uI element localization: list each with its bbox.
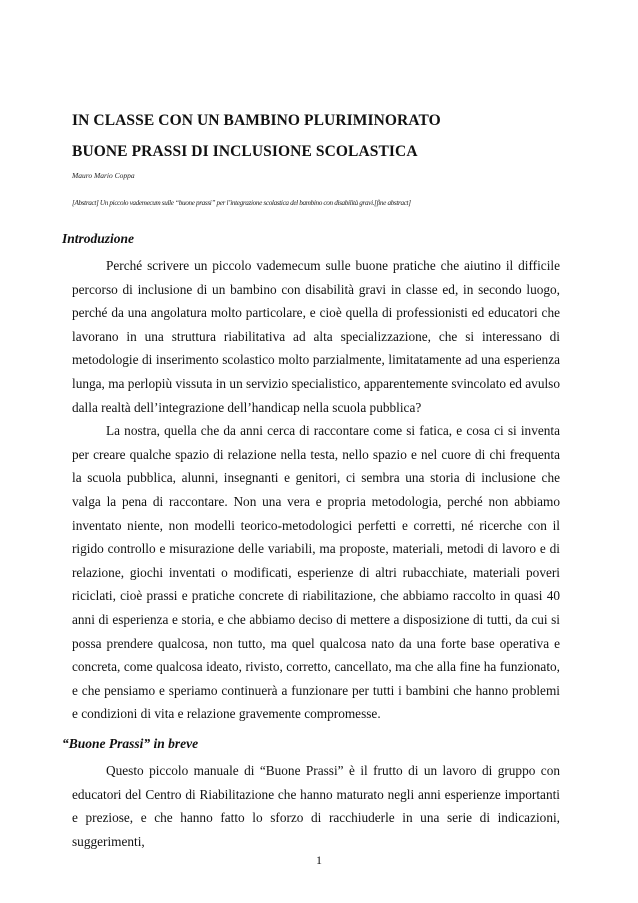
page-number: 1 <box>316 853 322 867</box>
paragraph: Questo piccolo manuale di “Buone Prassi” è il frutto di un lavoro di gruppo con educatori del Centro di Riabilitazione che hanno maturato negli anni esperienze importanti e preziose, e che hanno fatto lo sforzo di racchiuderle in una serie di indicazioni, suggerimenti, <box>72 763 560 849</box>
document-subtitle: BUONE PRASSI DI INCLUSIONE SCOLASTICA <box>72 143 418 160</box>
author-name: Mauro Mario Coppa <box>72 171 135 180</box>
section-body-buone-prassi <box>72 759 560 853</box>
paragraph: La nostra, quella che da anni cerca di raccontare come si fatica, e cosa ci si inventa per creare qualche spazio di relazione nella testa, nello spazio e nel cuore di chi frequenta la scuola pubblica, alunni, insegnanti e genitori, ci sembra una storia di inclusione che valga la pena di raccontare. Non una vera e propria metodologia, perché non abbiamo inventato niente, non modelli teorico-metodologici perfetti e corretti, né ricerche con il rigido controllo e misurazione delle variabili, ma proposte, materiali, metodi di lavoro e di relazione, giochi inventati o modificati, esperienze di altri rubacchiate, materiali poveri riciclati, cioè prassi e pratiche concrete di riabilitazione, che abbiamo raccolto in quasi 40 anni di esperienza e storia, e che abbiamo deciso di mettere a disposizione di tutti, da cui si possa prendere qualcosa, non tutto, ma quel qualcosa nato da una forte base operativa e concreta, come qualcosa ideato, rivisto, corretto, cancellato, ma che alla fine ha funzionato, e che pensiamo e speriamo continuerà a funzionare per tutti i bambini che hanno problemi e condizioni di vita e relazione gravemente compromesse. <box>72 423 560 722</box>
section-body-introduzione <box>72 254 560 726</box>
abstract-text: [Abstract] Un piccolo vademecum sulle “buone prassi” per l’integrazione scolastica del bambino con disabilità gravi.[fine abstract] <box>72 199 411 207</box>
document-title: IN CLASSE CON UN BAMBINO PLURIMINORATO <box>72 112 441 129</box>
section-heading-introduzione: Introduzione <box>62 231 135 246</box>
paragraph: Perché scrivere un piccolo vademecum sulle buone pratiche che aiutino il difficile percorso di inclusione di un bambino con disabilità gravi in classe ed, in secondo luogo, perché da una angolatura molto particolare, e cioè quella di professionisti ed educatori che lavorano in una struttura riabilitativa ad alta specializzazione, che si interessano di metodologie di inserimento scolastico molto parzialmente, limitatamente ad una esperienza lunga, ma perlopiù vissuta in un servizio specialistico, apparentemente svincolato ed avulso dalla realtà dell’integrazione dell’handicap nella scuola pubblica? <box>72 258 560 415</box>
section-heading-buone-prassi: “Buone Prassi” in breve <box>62 736 199 751</box>
